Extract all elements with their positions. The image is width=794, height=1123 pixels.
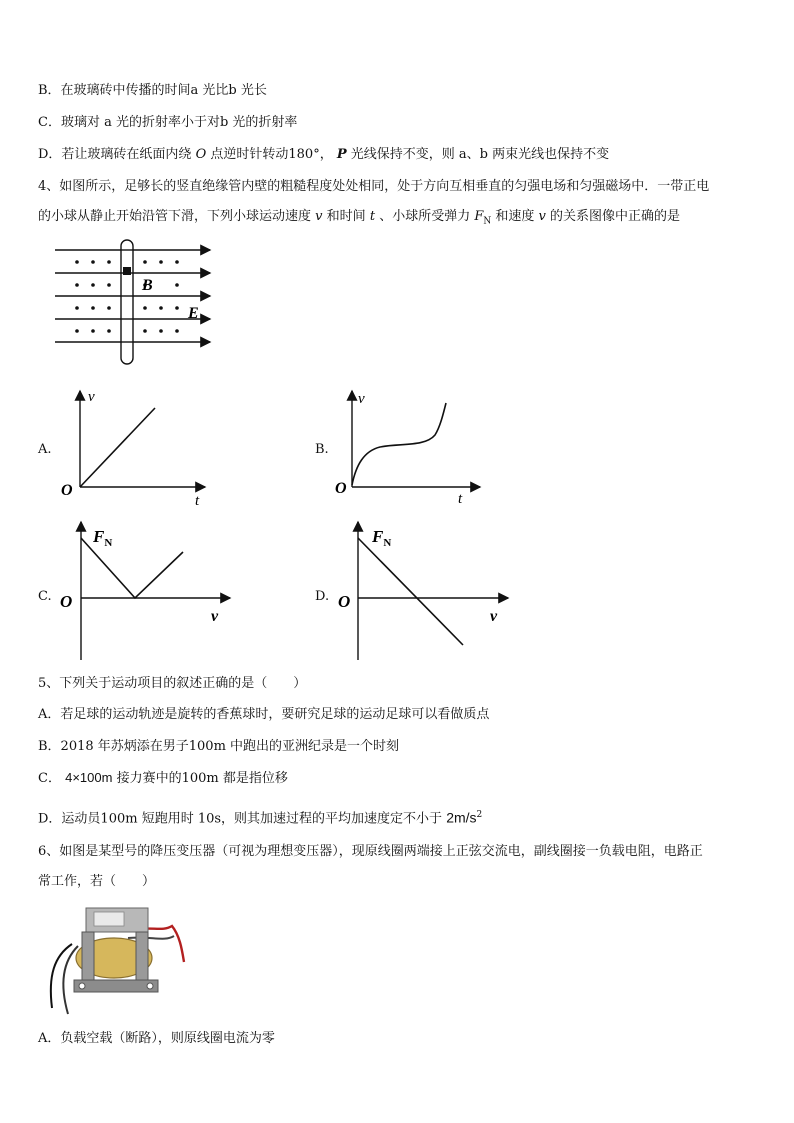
origin-label: O [60, 592, 73, 611]
x-axis-label: t [195, 493, 200, 509]
wire [128, 936, 174, 939]
option-c-prev: C．玻璃对 a 光的折射率小于对b 光的折射率 [38, 115, 298, 130]
origin-label: O [61, 482, 73, 499]
graph-c [55, 518, 235, 663]
var-v: v [315, 209, 323, 224]
graph-d [330, 518, 515, 663]
x-axis-label: v [211, 608, 219, 625]
var-t: t [369, 209, 376, 224]
point-o: O [195, 147, 207, 162]
text: 和速度 [495, 209, 535, 224]
text: 的关系图像中正确的是 [550, 209, 681, 224]
q5-option-c [38, 769, 288, 788]
q5-option-a: A．若足球的运动轨迹是旋转的香蕉球时，要研究足球的运动足球可以看做质点 [38, 707, 490, 722]
mount-bracket [74, 980, 158, 992]
var-v: v [538, 209, 546, 224]
e-field-label: E [188, 305, 199, 322]
transformer-photo [42, 896, 192, 1018]
charged-ball [123, 267, 131, 275]
var-f: F [474, 209, 484, 224]
label-sticker [94, 912, 124, 926]
y-axis-label: v [88, 389, 95, 405]
option-d-label: D. [315, 589, 330, 604]
graph-a [55, 385, 215, 510]
q5-stem: 5、下列关于运动项目的叙述正确的是（ ） [38, 676, 307, 691]
option-a-label: A. [38, 442, 52, 457]
y-axis-label: $F_N$ [93, 527, 113, 549]
q5-option-d [38, 806, 482, 828]
text: 光线保持不变，则 a、b 两束光线也保持不变 [350, 147, 610, 162]
text: 和时间 [326, 209, 366, 224]
unit: 2m/s [446, 809, 477, 826]
unit-exponent: 2 [476, 810, 483, 820]
curve [80, 408, 155, 487]
vertical-tube [121, 240, 133, 364]
text: 的小球从静止开始沿管下滑，下列小球运动速度 [38, 209, 312, 224]
origin-label: O [335, 480, 347, 497]
wire [51, 944, 72, 1008]
math-expression: 4×100m [65, 770, 113, 785]
text: 接力赛中的100m 都是指位移 [116, 771, 288, 786]
field-diagram [50, 238, 220, 368]
x-axis-label: v [490, 608, 498, 625]
text: 点逆时针转动180°， [210, 147, 333, 162]
text: 、小球所受弹力 [379, 209, 471, 224]
option-b-label: B. [315, 442, 329, 457]
q6-option-a: A．负载空载（断路），则原线圈电流为零 [38, 1031, 275, 1046]
q5-option-b: B．2018 年苏炳添在男子100m 中跑出的亚洲纪录是一个时刻 [38, 739, 400, 754]
q6-stem-line2: 常工作，若（ ） [38, 874, 156, 889]
q6-stem-line1: 6、如图是某型号的降压变压器（可视为理想变压器），现原线圈两端接上正弦交流电，副线圈接一负载电阻，电路正 [38, 844, 703, 859]
y-axis-label: $F_N$ [372, 527, 392, 549]
option-b-prev: B．在玻璃砖中传播的时间a 光比b 光长 [38, 83, 267, 98]
core-right [136, 932, 148, 984]
point-p: P [336, 147, 347, 162]
origin-label: O [338, 592, 351, 611]
y-axis-label: v [358, 391, 365, 407]
graph-b [330, 385, 490, 510]
q4-stem-line1: 4、如图所示，足够长的竖直绝缘管内壁的粗糙程度处处相同，处于方向互相垂直的匀强电场和匀强磁场中．一带正电 [38, 179, 710, 194]
text: C． [38, 771, 61, 786]
var-f-sub: N [483, 216, 492, 227]
b-field-label: B [142, 277, 153, 294]
q4-stem-line2 [38, 208, 680, 231]
curve [81, 538, 183, 598]
option-d-prev [38, 146, 609, 164]
core-left [82, 932, 94, 984]
text: D．若让玻璃砖在纸面内绕 [38, 147, 192, 162]
curve [352, 403, 446, 485]
curve [358, 538, 463, 645]
text: D．运动员100m 短跑用时 10s，则其加速过程的平均加速度定不小于 [38, 811, 443, 827]
x-axis-label: t [458, 491, 463, 507]
option-c-label: C. [38, 589, 52, 604]
